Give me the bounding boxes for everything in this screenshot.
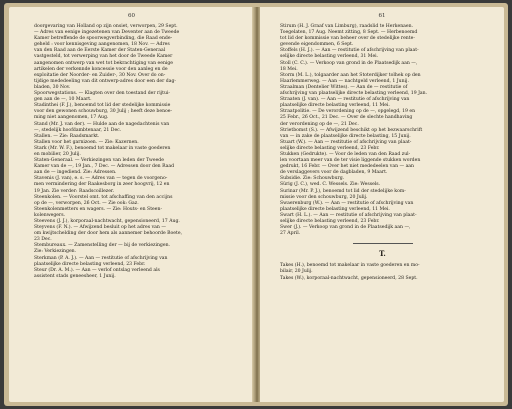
index-entry	[280, 61, 485, 73]
index-entry	[280, 152, 485, 176]
entry-line: Stoffels (H. J.). — Aan — restitutie of afschrijving van plaat-	[280, 48, 419, 54]
entry-line: gedrukt, 16 Febr. — Over het niet mededeelen van — aan	[280, 164, 415, 170]
right-page	[260, 7, 504, 402]
section-divider	[353, 243, 413, 244]
index-entry	[34, 176, 234, 194]
index-entry	[280, 24, 485, 48]
entry-line: Sürig (J. C.), wed. C. Wessels. Zie: Wessels.	[280, 182, 381, 188]
entry-line: Stukken (Gedrukte). — Voor de leden van den Raad zul-	[280, 151, 411, 157]
entry-line: Haarlemmerweg. — Aan — nachtgeld verleend, 1 Junij.	[280, 78, 409, 84]
entry-line: kolenwegers.	[34, 212, 66, 218]
index-entry	[34, 24, 234, 91]
entry-line: missie voor den schouwburg, 20 Julij.	[280, 194, 368, 200]
entry-line: tot lid der kommissie van beheer over de stedelijke rente-	[280, 36, 415, 42]
entry-line: bladen, 30 Nov.	[34, 84, 71, 90]
entry-line: 27 April.	[280, 231, 301, 237]
entry-line: Sterkman (P. A. J.). — Aan — restitutie of afschrijving van	[34, 255, 168, 261]
entry-line: Swaerenburg (W.). — Aan — restitutie of afschrijving van	[280, 200, 414, 206]
entry-line: bilair, 20 Julij.	[280, 269, 313, 275]
entry-line: assistent stads geneesheer, 1 Junij.	[34, 273, 116, 279]
entry-line: 25 Febr., 26 Oct., 21 Dec. — Over de slechte handhaving	[280, 115, 413, 121]
index-column	[280, 24, 485, 282]
entry-line: en mobilier, 20 Julij.	[34, 151, 81, 157]
entry-line: voor den gewonen schouwburg, 30 Julij ; heeft deze benoe-	[34, 109, 173, 115]
entry-line: exploitatie der Noorder- en Zuider-, 30 Nov. Over do on-	[34, 72, 166, 78]
index-entry	[280, 73, 485, 85]
page-number: 60	[128, 13, 135, 19]
index-column	[34, 24, 234, 280]
entry-line: Stallen. — Zie: Raadsmarkt.	[34, 133, 100, 139]
page-number: 61	[378, 13, 386, 19]
entry-line: Stirum (H. J. Graaf van Limburg), raadslid te Herkenaen.	[280, 24, 414, 29]
index-entry	[34, 195, 234, 207]
entry-line: Staten-Generaal. — Verkiezingen van leden der Tweede	[34, 158, 164, 164]
entry-line: afschrijving van plaatselijke directe belasting verleend, 19 Jan.	[280, 91, 428, 97]
entry-line: Stallen voor het garnizoen. — Zie: Kazernen.	[34, 139, 139, 145]
section-letter: T.	[379, 249, 386, 259]
entry-line: —, stedelijk hoofdambtenaar, 21 Dec.	[34, 127, 122, 133]
entry-line: Kamer van de —, 19 Jan., 7 Dec. — Adressen door den Raad	[34, 164, 175, 170]
entry-line: geheld : voor kennisgeving aangenomen, 18 Nov. — Adres	[34, 42, 170, 48]
entry-line: Storm (M. L.), tolgaarder aan het Stoterdijker tolhek op den	[280, 72, 421, 78]
entry-line: Straalman (Dentelier Wittes). — Aan de — restitutie of	[280, 84, 408, 90]
index-entry	[280, 276, 485, 282]
entry-line: Stavenis (J. van), e. s. — Adres van — tegen de voorgeno-	[34, 176, 168, 182]
entry-line: Subsidie. Zie: Schouwburg.	[280, 176, 345, 182]
entry-line: Stuart (W.). — Aan — restitutie of afschrijving van plaat-	[280, 139, 412, 145]
index-entry	[34, 146, 234, 158]
entry-line: Toegelaten, 17 Aug. Neemt zitting, 8 Sept. — Herbenoemd	[280, 30, 418, 36]
entry-line: Surinar (Mr. P. J.), benoemd tot lid der stedelijke kom-	[280, 188, 406, 194]
entry-line: Takes (H.), benoemd tot makelaar in vaste goederen en mo-	[280, 263, 420, 269]
index-entry	[34, 268, 234, 280]
index-entry	[34, 158, 234, 176]
index-entry	[280, 189, 485, 201]
entry-line: plaatselijke directe belasting verleend, 11 Mei.	[280, 206, 390, 212]
index-entry	[34, 122, 234, 134]
index-entry	[34, 207, 234, 219]
entry-line: om kwijtschelding der door hem als aannemer behoorde Boete,	[34, 231, 183, 237]
index-entry	[280, 140, 485, 152]
entry-line: Straaten (J. van). — Aan — restitutie of afschrijving van	[280, 97, 410, 103]
entry-line: Swer (J.). — Verkoop van grond in de Plaatsedijk aan —,	[280, 225, 411, 231]
entry-line: Stand (Mr. J. van der). — Hulde aan de nagedachtenis van	[34, 121, 170, 127]
entry-line: 18 Mei.	[280, 66, 298, 72]
entry-line: plaatselijke directe belasting verleend, 23 Febr.	[34, 261, 146, 267]
entry-line: de verslaggevers voor de dagbladen, 9 Maart.	[280, 170, 388, 176]
index-entry	[280, 97, 485, 109]
index-entry	[34, 103, 234, 121]
book-spread	[4, 3, 508, 406]
index-entry	[280, 85, 485, 97]
entry-line: aangenomen ontwerp van wet tot bekrachtiging van eenige	[34, 60, 174, 66]
entry-line: Strietbomst (S.). — Afwijzend beschikt op het bezwaarschrift	[280, 127, 423, 133]
entry-line: Stembureaux. — Zamenstelling der — bij de verkiezingen.	[34, 243, 170, 249]
entry-line: van — in zake de plaatselijke directe belasting, 15 Junij.	[280, 133, 411, 139]
entry-line: tijdige mededeeling van dit ontwerp-adres door een der dag-	[34, 78, 176, 84]
entry-line: vastgesteld, tot verwerping van het door de Tweede Kamer	[34, 54, 173, 60]
index-entry	[34, 225, 234, 243]
index-entry	[280, 48, 485, 60]
entry-line: gevende eigendommen, 6 Sept.	[280, 42, 354, 48]
index-entry	[280, 213, 485, 225]
entry-line: len voortaan meer van de ter visie liggende stukken worden	[280, 158, 421, 164]
index-entry	[34, 91, 234, 103]
entry-line: Kamer betreffende de spoorwegverbinding, die Raad ende-	[34, 36, 173, 42]
entry-line: selijke directe belasting verleend, 23 Febr.	[280, 219, 380, 224]
entry-line: selijke directe belasting verleend, 23 Febr.	[280, 145, 380, 151]
entry-line: artikelen der verkennde koncessie voor den aanleg en de	[34, 66, 168, 72]
entry-line: ming niet aangenomen, 17 Aug.	[34, 115, 109, 121]
entry-line: Steenkolenmetters en wagers. — Zie: Houts- en Steen-	[34, 206, 162, 212]
entry-line: Stoll (C. C.). — Verkoop van grond in de Plaatsedijk aan —,	[280, 60, 418, 66]
entry-line: Stark (Mr. W. F.), benoemd tot makelaar in vaste goederen	[34, 145, 171, 151]
index-entry	[280, 128, 485, 140]
entry-line: Swart (H. L.). — Aan — restitutie of afschrijving van plaat-	[280, 212, 417, 218]
entry-line: van den Raad aan de Eerste Kamer der Staten-Generaal	[34, 48, 166, 54]
entry-line: gen aan de —, 10 Maart.	[34, 97, 92, 103]
entry-line: Zie: Verkiezingen.	[34, 249, 77, 255]
index-entries-t	[280, 263, 485, 281]
entry-line: men vermindering der Raakesborg in zeer hoogvrij, 12 en	[34, 182, 170, 188]
entry-line: — Adres van eenige ingezetenen van Deventer aan de Tweede	[34, 30, 180, 36]
entry-line: Steur (Dr. A. M.). — Aan — verlof ontslag verleend als	[34, 267, 160, 273]
entry-line: Spoorwegstations. — Klagten over den toestand der rijtui-	[34, 91, 170, 97]
index-entry	[280, 263, 485, 275]
entry-line: selijke directe belasting verleend, 31 Mei.	[280, 54, 379, 60]
index-entry	[280, 225, 485, 237]
entry-line: Steenkolen. — Voorstel omt. tot afschaffing van den accijns	[34, 194, 173, 200]
entry-line: Steevens (J. J.), korporaal-nachtwacht, gepensioneerd, 17 Aug.	[34, 219, 180, 224]
entry-line: 23 Dec.	[34, 237, 52, 243]
entry-line: plaatselijke directe belasting verleend, 11 Mei.	[280, 103, 390, 109]
index-entries-s	[280, 24, 485, 237]
entry-line: 19 Jan. Zie verder: Raadscoillezer.	[34, 188, 115, 194]
index-entry	[280, 109, 485, 127]
index-entry	[34, 256, 234, 268]
entry-line: op de —, verworpen, 26 Oct. — Zie ook: Gaz.	[34, 200, 139, 206]
entry-line: aan de — ingediend. Zie: Adressen.	[34, 170, 117, 176]
entry-line: Takes (W.), korporaal-nachtwacht, gepensioneerd, 28 Sept.	[280, 275, 418, 281]
left-page	[9, 7, 254, 402]
entry-line: doorgevaring van Holland op zijn onsiet, verworpen, 29 Sept.	[34, 24, 178, 29]
entry-line: der verordening op de —, 21 Dec.	[280, 121, 359, 127]
index-entry	[34, 243, 234, 255]
entry-line: Stadinthei (F. J.), benoemd tot lid der stedelijke kommissie	[34, 103, 171, 109]
entry-line: Steyvens (F. N.). — Afwijzend besluit op het adres van —	[34, 225, 166, 231]
entry-line: Straatpolitie. — De verordening op de —, opgelegd, 19 en	[280, 109, 416, 115]
index-entry	[280, 201, 485, 213]
